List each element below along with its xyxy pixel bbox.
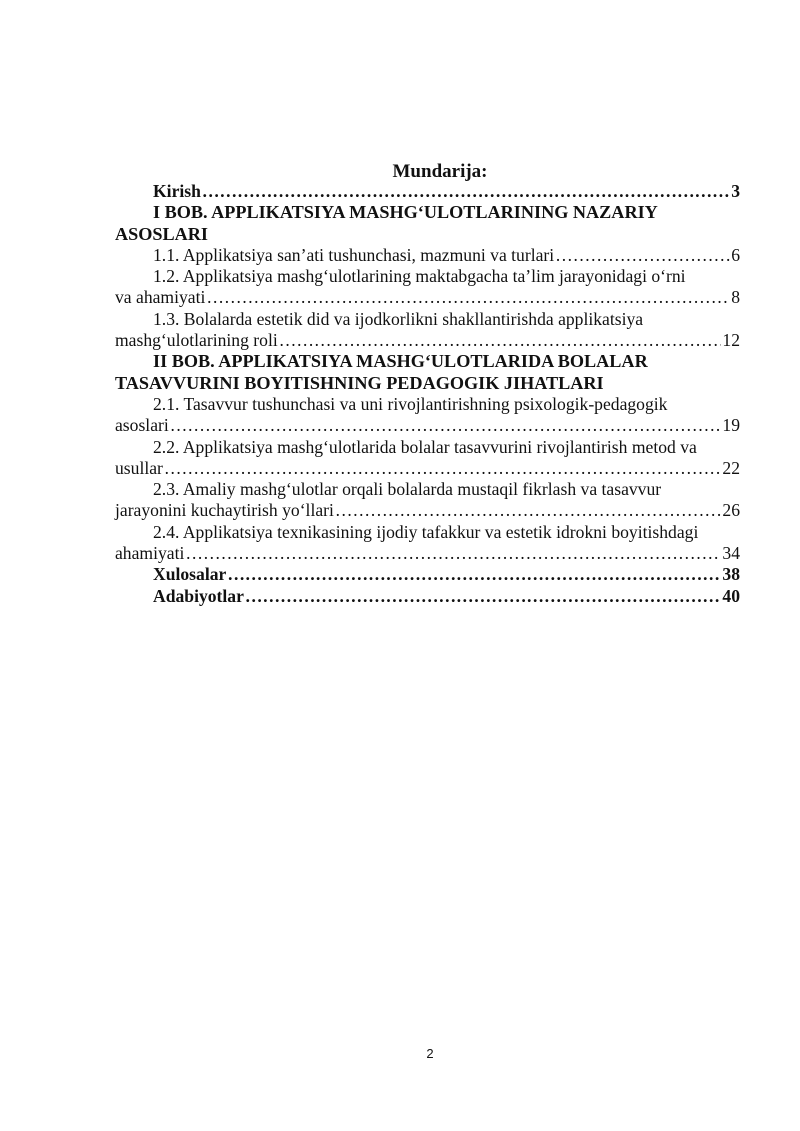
table-of-contents	[115, 181, 740, 607]
toc-entry-label: 1.1. Applikatsiya san’ati tushunchasi, mazmuni va turlari	[153, 244, 555, 265]
toc-chapter-2-line2[interactable]: TASAVVURINI BOYITISHNING PEDAGOGIK JIHATLARI	[115, 372, 604, 393]
toc-entry-label: Xulosalar	[153, 564, 227, 585]
leader-dots	[335, 500, 722, 521]
toc-entry-1-3-line1[interactable]: 1.3. Bolalarda estetik did va ijodkorlikni shakllantirishda applikatsiya	[153, 308, 644, 329]
toc-entry-label: mashg‘ulotlarining roli	[115, 330, 278, 351]
toc-page-number: 12	[722, 330, 740, 351]
toc-entry-2-1-line1[interactable]: 2.1. Tasavvur tushunchasi va uni rivojlantirishning psixologik-pedagogik	[153, 393, 668, 414]
toc-entry-2-1-line2[interactable]	[115, 415, 740, 436]
toc-entry-2-4-line1[interactable]: 2.4. Applikatsiya texnikasining ijodiy tafakkur va estetik idrokni boyitishdagi	[153, 521, 699, 542]
leader-dots	[206, 287, 730, 308]
toc-page-number: 38	[722, 564, 740, 585]
toc-entry-1-2-line2[interactable]	[115, 287, 740, 308]
toc-entry-2-3-line1[interactable]: 2.3. Amaliy mashg‘ulotlar orqali bolalarda mustaqil fikrlash va tasavvur	[153, 479, 662, 500]
toc-entry-kirish[interactable]	[115, 181, 740, 202]
page-number: 2	[426, 1046, 434, 1061]
toc-entry-1-1[interactable]	[115, 245, 740, 266]
toc-page-number: 40	[722, 585, 740, 606]
leader-dots	[227, 564, 721, 585]
toc-title: Mundarija:	[392, 161, 488, 182]
toc-entry-label: ahamiyati	[115, 543, 185, 564]
toc-entry-2-2-line1[interactable]: 2.2. Applikatsiya mashg‘ulotlarida bolalar tasavvurini rivojlantirish metod va	[153, 436, 697, 457]
toc-entry-label: va ahamiyati	[115, 287, 206, 308]
leader-dots	[555, 245, 730, 266]
toc-page-number: 19	[722, 415, 740, 436]
toc-entry-1-3-line2[interactable]	[115, 330, 740, 351]
toc-entry-label: usullar	[115, 457, 163, 478]
toc-entry-adabiyotlar[interactable]	[115, 586, 740, 607]
toc-page-number: 8	[731, 287, 740, 308]
toc-chapter-1-line1[interactable]: I BOB. APPLIKATSIYA MASHG‘ULOTLARINING NAZARIY	[153, 202, 658, 223]
toc-entry-xulosalar[interactable]	[115, 564, 740, 585]
toc-entry-label: Adabiyotlar	[153, 585, 244, 606]
toc-page-number: 22	[722, 457, 740, 478]
leader-dots	[164, 458, 722, 479]
toc-entry-label: Kirish	[153, 181, 201, 201]
toc-page-number: 3	[731, 181, 740, 201]
leader-dots	[245, 586, 721, 607]
toc-entry-label: asoslari	[115, 415, 169, 436]
toc-page-number: 6	[731, 244, 740, 265]
leader-dots	[279, 330, 722, 351]
toc-entry-2-3-line2[interactable]	[115, 500, 740, 521]
toc-chapter-2-line1[interactable]: II BOB. APPLIKATSIYA MASHG‘ULOTLARIDA BOLALAR	[153, 351, 648, 372]
toc-entry-2-4-line2[interactable]	[115, 543, 740, 564]
toc-page-number: 34	[722, 543, 740, 564]
toc-chapter-1-line2[interactable]: ASOSLARI	[115, 223, 208, 244]
toc-entry-2-2-line2[interactable]	[115, 458, 740, 479]
leader-dots	[170, 415, 722, 436]
toc-entry-1-2-line1[interactable]: 1.2. Applikatsiya mashg‘ulotlarining maktabgacha ta’lim jarayonidagi o‘rni	[153, 266, 686, 287]
leader-dots	[202, 181, 730, 202]
toc-entry-label: jarayonini kuchaytirish yo‘llari	[115, 500, 334, 521]
toc-page-number: 26	[722, 500, 740, 521]
leader-dots	[185, 543, 721, 564]
